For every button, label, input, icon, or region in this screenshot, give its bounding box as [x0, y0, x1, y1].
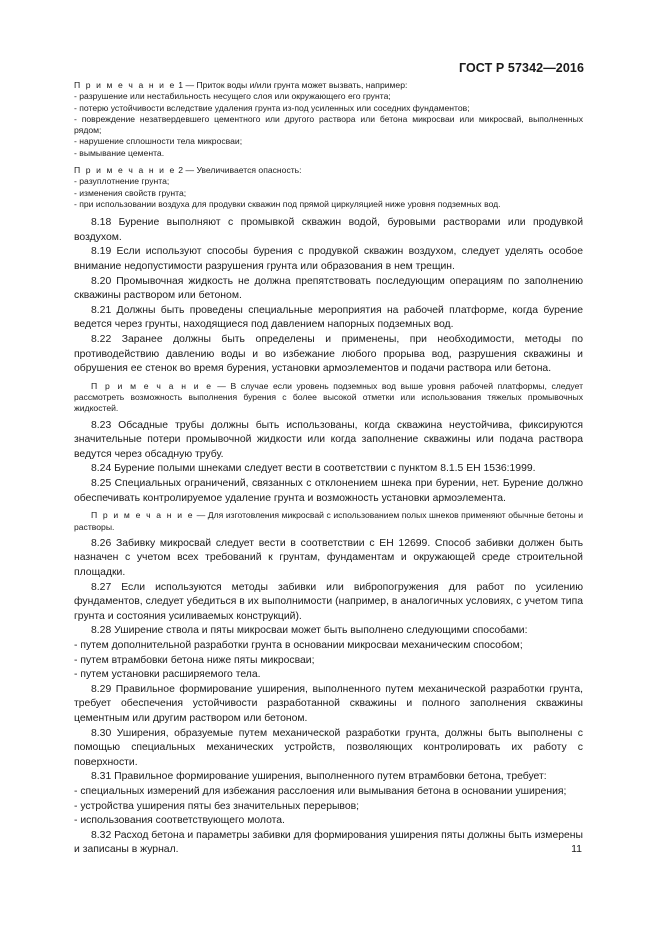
clause-8-27: 8.27 Если используются методы забивки или вибропогружения для работ по усилению фундаментов, следует убедиться в их выполнимости (например, в аналогичных условиях, с учетом типа грунта и состояния усиливаемых конструкций).	[74, 581, 583, 622]
clause-8-24: 8.24 Бурение полыми шнеками следует вести в соответствии с пунктом 8.1.5 ЕН 1536:1999.	[91, 463, 536, 475]
clause-8-28-item: - путем установки расширяемого тела.	[74, 669, 261, 681]
clause-8-30: 8.30 Уширения, образуемые путем механической разработки грунта, должны быть выполнены с помощью специальных механических устройств, позволяющих контролировать их работу с поверхности.	[74, 727, 583, 768]
clause-8-18: 8.18 Бурение выполняют с промывкой скважин водой, буровыми растворами или продувкой воздухом.	[74, 217, 583, 243]
note-4-label: П р и м е ч а н и е	[91, 510, 195, 521]
document-number-header: ГОСТ Р 57342—2016	[458, 61, 584, 75]
clause-8-22: 8.22 Заранее должны быть определены и применены, при необходимости, методы по противодействию давлению воды и во избежание любого прорыва вод, разрушения скважины и обрушения ее стенок во время бурения, установки армоэлементов и подачи раствора или бетона.	[74, 334, 583, 375]
clause-8-25: 8.25 Специальных ограничений, связанных с отклонением шнека при бурении, нет. Бурение должно обеспечивать контролируемое удаление грунта и возможность установки армоэлемента.	[74, 478, 583, 504]
clause-8-31-item: - специальных измерений для избежания расслоения или вымывания бетона в основании уширения;	[74, 785, 567, 797]
note-2	[74, 165, 583, 210]
note-3	[74, 381, 583, 415]
clause-8-31: 8.31 Правильное формирование уширения, выполненного путем втрамбовки бетона, требует:	[91, 771, 547, 783]
clause-8-31-item: - использования соответствующего молота.	[74, 815, 285, 827]
note-2-item: - разуплотнение грунта;	[74, 176, 170, 187]
clause-8-28: 8.28 Уширение ствола и пяты микросваи может быть выполнено следующими способами:	[91, 625, 528, 637]
note-1	[74, 80, 583, 159]
note-1-item: - нарушение сплошности тела микросваи;	[74, 136, 243, 147]
clause-8-19: 8.19 Если используют способы бурения с продувкой скважин воздухом, следует уделять особое внимание недопустимости разрушения грунта или образования в нем трещин.	[74, 246, 583, 273]
note-2-lead: 2 — Увеличивается опасность:	[175, 165, 302, 176]
note-1-item: - повреждение незатвердевшего цементного или другого раствора или бетона микросваи или микросвай, выполненных рядом;	[74, 113, 583, 136]
note-4-text: — Для изготовления микросвай с использованием полых шнеков применяют обычные бетоны и растворы.	[74, 510, 583, 532]
page-number: 11	[571, 843, 582, 855]
clause-8-28-item: - путем дополнительной разработки грунта в основании микросваи механическим способом;	[74, 640, 523, 651]
note-1-item: - разрушение или нестабильность несущего слоя или окружающего его грунта;	[74, 91, 391, 102]
note-1-item: - потерю устойчивости вследствие удаления грунта из-под усиленных или соседних фундаментов;	[74, 102, 470, 113]
note-3-label: П р и м е ч а н и е	[91, 380, 213, 391]
note-2-item: - при использовании воздуха для продувки скважин под прямой циркуляцией ниже уровня подземных вод.	[74, 198, 501, 209]
note-2-item: - изменения свойств грунта;	[74, 187, 187, 198]
clause-8-23: 8.23 Обсадные трубы должны быть использованы, когда скважина неустойчива, фиксируются значительные потери промывочной жидкости или когда заполнение скважины или подача раствора ведутся через обсадную трубу.	[74, 419, 583, 460]
clause-8-26: 8.26 Забивку микросвай следует вести в соответствии с ЕН 12699. Способ забивки должен быть назначен с учетом всех требований к грунтам, фундаментам и окружающей среде строительной площадки.	[74, 537, 583, 579]
clause-8-29: 8.29 Правильное формирование уширения, выполненного путем механической разработки грунта, требует обеспечения устойчивости разработанной скважины и полного заполнения скважины цементным или другим раствором или бетоном.	[74, 683, 583, 724]
clause-8-31-item: - устройства уширения пяты без значительных перерывов;	[74, 800, 360, 812]
note-1-lead: 1 — Приток воды и/или грунта может вызвать, например:	[175, 80, 408, 90]
page-content	[74, 80, 583, 858]
note-1-item: - вымывание цемента.	[74, 147, 165, 158]
note-1-label: П р и м е ч а н и е	[74, 80, 176, 90]
clause-8-20: 8.20 Промывочная жидкость не должна препятствовать последующим операциям по заполнению скважины раствором или бетоном.	[74, 275, 583, 302]
clause-8-32: 8.32 Расход бетона и параметры забивки для формирования уширения пяты должны быть измерены и записаны в журнал.	[74, 829, 583, 856]
clause-8-28-item: - путем втрамбовки бетона ниже пяты микросваи;	[74, 654, 315, 666]
note-4	[74, 510, 583, 533]
note-3-text: — В случае если уровень подземных вод выше уровня рабочей платформы, следует рассмотреть возможность выполнения бурения с более высокой отметки или использования тяжелых промывочных жидкостей.	[74, 380, 584, 414]
clause-8-21: 8.21 Должны быть проведены специальные мероприятия на рабочей платформе, когда бурение ведется через грунты, находящиеся под давлением напорных подземных вод.	[74, 304, 583, 331]
note-2-label: П р и м е ч а н и е	[74, 165, 176, 176]
